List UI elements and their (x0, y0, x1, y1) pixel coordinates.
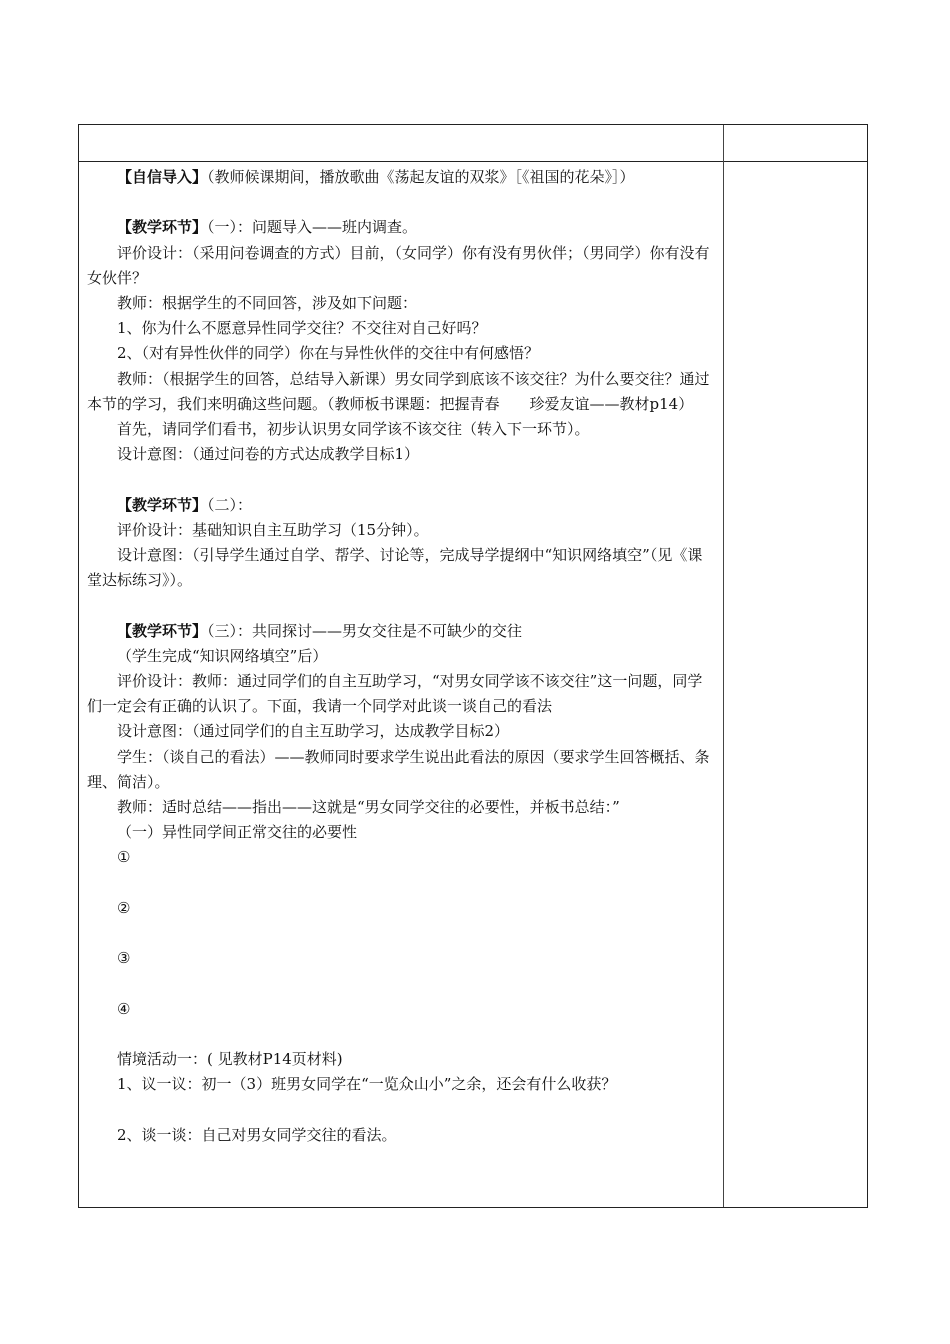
line-text: 教师：根据学生的不同回答，涉及如下问题： (117, 294, 418, 312)
text-line (87, 1123, 715, 1148)
text-line (87, 518, 715, 543)
line-text: 情境活动一：( 见教材P14页材料) (117, 1050, 343, 1068)
blank-line (87, 1022, 715, 1047)
text-line (87, 316, 715, 341)
section-heading: 【教学环节】 (117, 218, 208, 237)
blank-line (87, 971, 715, 996)
text-line (87, 946, 715, 971)
lesson-content (87, 165, 715, 1148)
line-text: 2、谈一谈：自己对男女同学交往的看法。 (117, 1125, 397, 1144)
text-line (87, 745, 715, 795)
lesson-table (78, 124, 868, 1208)
text-line (87, 1072, 715, 1097)
line-text: （三）：共同探讨——男女交往是不可缺少的交往 (207, 621, 523, 640)
line-text: 教师：适时总结——指出——这就是“男女同学交往的必要性，并板书总结：” (117, 798, 620, 817)
line-text: 学生：（谈自己的看法）——教师同时要求学生说出此看法的原因（要求学生回答概括、条理、简洁）。 (87, 747, 710, 791)
line-text: 评价设计：（采用问卷调查的方式）目前，（女同学）你有没有男伙伴；（男同学）你有没有女伙伴？ (87, 243, 710, 287)
line-text: 1、议一议：初一（3）班男女同学在“一览众山小”之余，还会有什么收获？ (117, 1075, 617, 1094)
text-line (87, 417, 715, 442)
line-text: （一）：问题导入——班内调查。 (207, 218, 418, 237)
text-line (87, 896, 715, 921)
text-line (87, 1047, 715, 1072)
line-text: ① (117, 848, 131, 867)
text-line (87, 845, 715, 870)
text-line (87, 367, 715, 417)
line-text: 设计意图：（引导学生通过自学、帮学、讨论等，完成导学提纲中“知识网络填空”（见《课堂达标练习》）。 (87, 546, 703, 590)
text-line (87, 820, 715, 845)
text-line (87, 669, 715, 719)
blank-line (87, 871, 715, 896)
line-text: （二）： (207, 495, 253, 514)
blank-line (87, 190, 715, 215)
blank-line (87, 593, 715, 618)
line-text: 教师：（根据学生的回答，总结导入新课）男女同学到底该不该交往？为什么要交往？通过本节的学习，我们来明确这些问题。（教师板书课题：把握青春 珍爱友谊——教材p14） (87, 369, 710, 413)
header-row-divider (79, 161, 867, 162)
blank-line (87, 921, 715, 946)
line-text: ② (117, 898, 131, 917)
line-text: ④ (117, 999, 131, 1018)
text-line (87, 719, 715, 744)
blank-line (87, 467, 715, 492)
text-line (87, 291, 715, 316)
line-text: 评价设计：基础知识自主互助学习（15分钟）。 (117, 520, 429, 539)
text-line (87, 165, 715, 190)
text-line (87, 241, 715, 291)
section-heading: 【教学环节】 (117, 621, 208, 640)
line-text: ③ (117, 949, 131, 968)
text-line (87, 442, 715, 467)
text-line (87, 619, 715, 644)
text-line (87, 795, 715, 820)
section-heading: 【教学环节】 (117, 495, 208, 514)
line-text: （一）异性同学间正常交往的必要性 (117, 823, 358, 842)
line-text: 评价设计：教师：通过同学们的自主互助学习，“对男女同学该不该交往”这一问题，同学们一定会有正确的认识了。下面，我请一个同学对此谈一谈自己的看法 (87, 672, 703, 716)
line-text: 首先，请同学们看书，初步认识男女同学该不该交往（转入下一环节）。 (117, 420, 590, 439)
text-line (87, 341, 715, 366)
blank-line (87, 1097, 715, 1122)
text-line (87, 493, 715, 518)
line-text: 2、（对有异性伙伴的同学）你在与异性伙伴的交往中有何感悟？ (117, 344, 540, 363)
line-text: 1、你为什么不愿意异性同学交往？不交往对自己好吗？ (117, 319, 487, 338)
text-line (87, 543, 715, 593)
line-text: 设计意图：（通过同学们的自主互助学习，达成教学目标2） (117, 722, 510, 741)
line-text: 设计意图：（通过问卷的方式达成教学目标1） (117, 445, 420, 464)
section-heading: 【自信导入】 (117, 168, 208, 186)
line-text: （教师候课期间，播放歌曲《荡起友谊的双浆》［《祖国的花朵》］） (207, 168, 635, 186)
text-line (87, 215, 715, 240)
text-line (87, 997, 715, 1022)
text-line (87, 644, 715, 669)
column-divider (723, 125, 724, 1207)
line-text: （学生完成“知识网络填空”后） (117, 646, 328, 665)
